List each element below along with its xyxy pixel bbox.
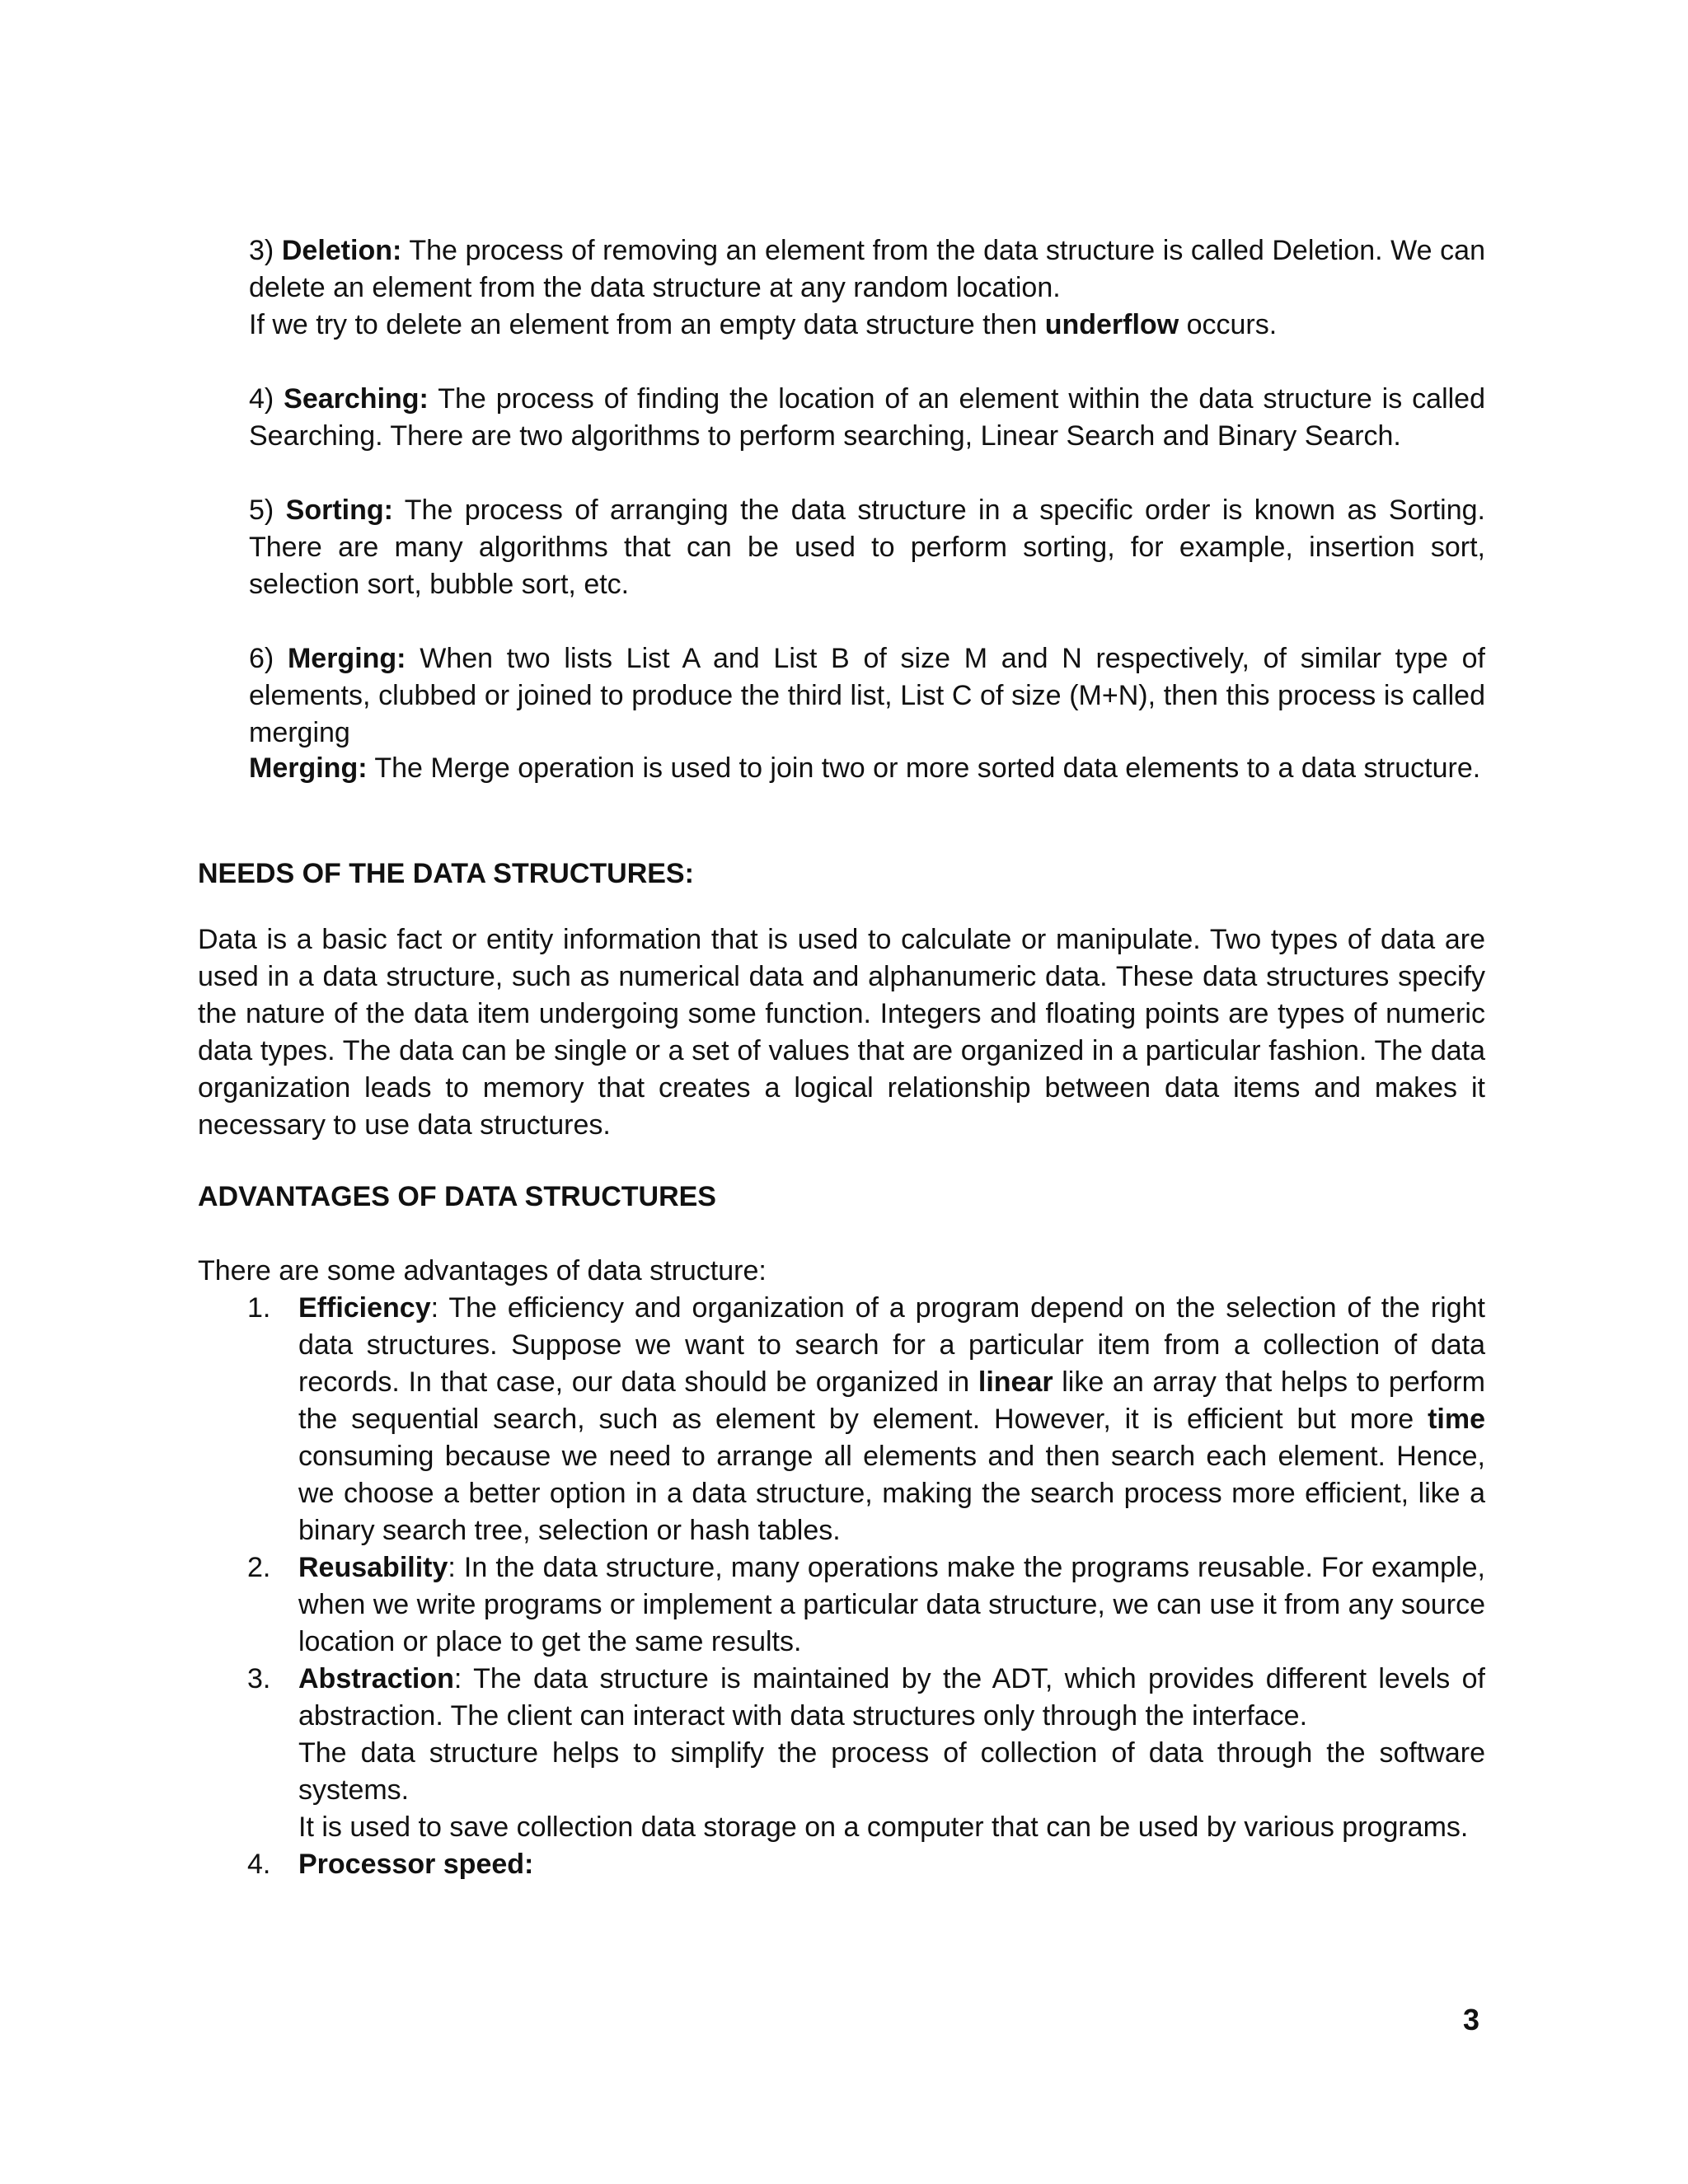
underflow-term: underflow [1044, 309, 1179, 340]
abstraction-text-2: The data structure helps to simplify the process of collection of data through the software systems. [298, 1737, 1485, 1806]
searching-number: 4) [249, 383, 274, 415]
list-item-number: 2. [247, 1552, 271, 1583]
merging-term: Merging: [287, 643, 406, 674]
deletion-paragraph [249, 232, 1485, 344]
abstraction-text-3: It is used to save collection data storage on a computer that can be used by various programs. [298, 1811, 1469, 1843]
needs-paragraph: Data is a basic fact or entity information that is used to calculate or manipulate. Two types of data are used in a data structure, such as numerical data and alphanumeric data. These data structures specify the nature of the data item undergoing some function. Integers and floating points are types of numeric data types. The data can be single or a set of values that are organized in a particular fashion. The data organization leads to memory that creates a logical relationship between data items and makes it necessary to use data structures. [198, 924, 1485, 1141]
advantages-heading: ADVANTAGES OF DATA STRUCTURES [198, 1181, 716, 1212]
needs-heading: NEEDS OF THE DATA STRUCTURES: [198, 858, 694, 889]
sorting-number: 5) [249, 494, 274, 526]
list-item [198, 1661, 1485, 1846]
efficiency-text-part1: : The efficiency and organization of a program depend on the selection of the right data structures. Suppose we want to search for a particular item from a collection of data records. In that case, our data should be organized in [298, 1292, 1485, 1398]
sorting-text: The process of arranging the data structure in a specific order is known as Sorting. There are many algorithms that can be used to perform sorting, for example, insertion sort, selection sort, bubble sort, etc. [249, 494, 1485, 600]
searching-paragraph [249, 381, 1485, 455]
efficiency-term: Efficiency [298, 1292, 431, 1324]
deletion-underflow-text: If we try to delete an element from an empty data structure then [249, 309, 1045, 340]
abstraction-text-body: : The data structure is maintained by the ADT, which provides different levels of abstraction. The client can interact with data structures only through the interface. [298, 1663, 1485, 1732]
list-item-number: 3. [247, 1663, 271, 1694]
merging-text: When two lists List A and List B of size M and N respectively, of similar type of elements, clubbed or joined to produce the third list, List C of size (M+N), then this process is called merging [249, 643, 1486, 748]
page-number: 3 [1463, 2003, 1480, 2036]
merge-operation-paragraph [249, 750, 1485, 787]
efficiency-text-part3: consuming because we need to arrange all elements and then search each element. Hence, we choose a better option in a data structure, making the search process more efficient, like a binary search tree, selection or hash tables. [298, 1441, 1485, 1546]
merging-paragraph [249, 640, 1485, 752]
sorting-paragraph [249, 492, 1485, 603]
merge-operation-term: Merging: [249, 752, 368, 784]
linear-term: linear [978, 1366, 1053, 1398]
efficiency-text-part2: like an array that helps to perform the sequential search, such as element by element. However, it is efficient but more [298, 1366, 1485, 1435]
list-item [198, 1549, 1485, 1661]
reusability-term: Reusability [298, 1552, 448, 1583]
reusability-text [298, 1549, 1485, 1661]
abstraction-text [298, 1661, 1485, 1735]
reusability-text-body: : In the data structure, many operations make the programs reusable. For example, when we write programs or implement a particular data structure, we can use it from any source location or place to get the same results. [298, 1552, 1485, 1657]
processor-speed-term: Processor speed: [298, 1849, 534, 1880]
list-item-number: 1. [247, 1292, 271, 1324]
deletion-number: 3) [249, 235, 274, 266]
advantages-intro: There are some advantages of data structure: [198, 1255, 767, 1286]
abstraction-term: Abstraction [298, 1663, 454, 1694]
efficiency-text [298, 1290, 1485, 1549]
deletion-text: The process of removing an element from the data structure is called Deletion. We can delete an element from the data structure at any random location. [249, 235, 1486, 303]
list-item-number: 4. [247, 1849, 271, 1880]
searching-term: Searching: [284, 383, 429, 415]
deletion-underflow-end: occurs. [1179, 309, 1278, 340]
sorting-term: Sorting: [285, 494, 393, 526]
searching-text: The process of finding the location of an element within the data structure is called Searching. There are two algorithms to perform searching, Linear Search and Binary Search. [249, 383, 1485, 452]
list-item [198, 1290, 1485, 1549]
advantages-list [198, 1290, 1485, 1883]
merge-operation-text: The Merge operation is used to join two or more sorted data elements to a data structure. [367, 752, 1481, 784]
list-item [198, 1846, 1485, 1883]
deletion-term: Deletion: [281, 235, 402, 266]
processor-speed-text [298, 1846, 1485, 1883]
time-term: time [1428, 1404, 1485, 1435]
merging-number: 6) [249, 643, 274, 674]
